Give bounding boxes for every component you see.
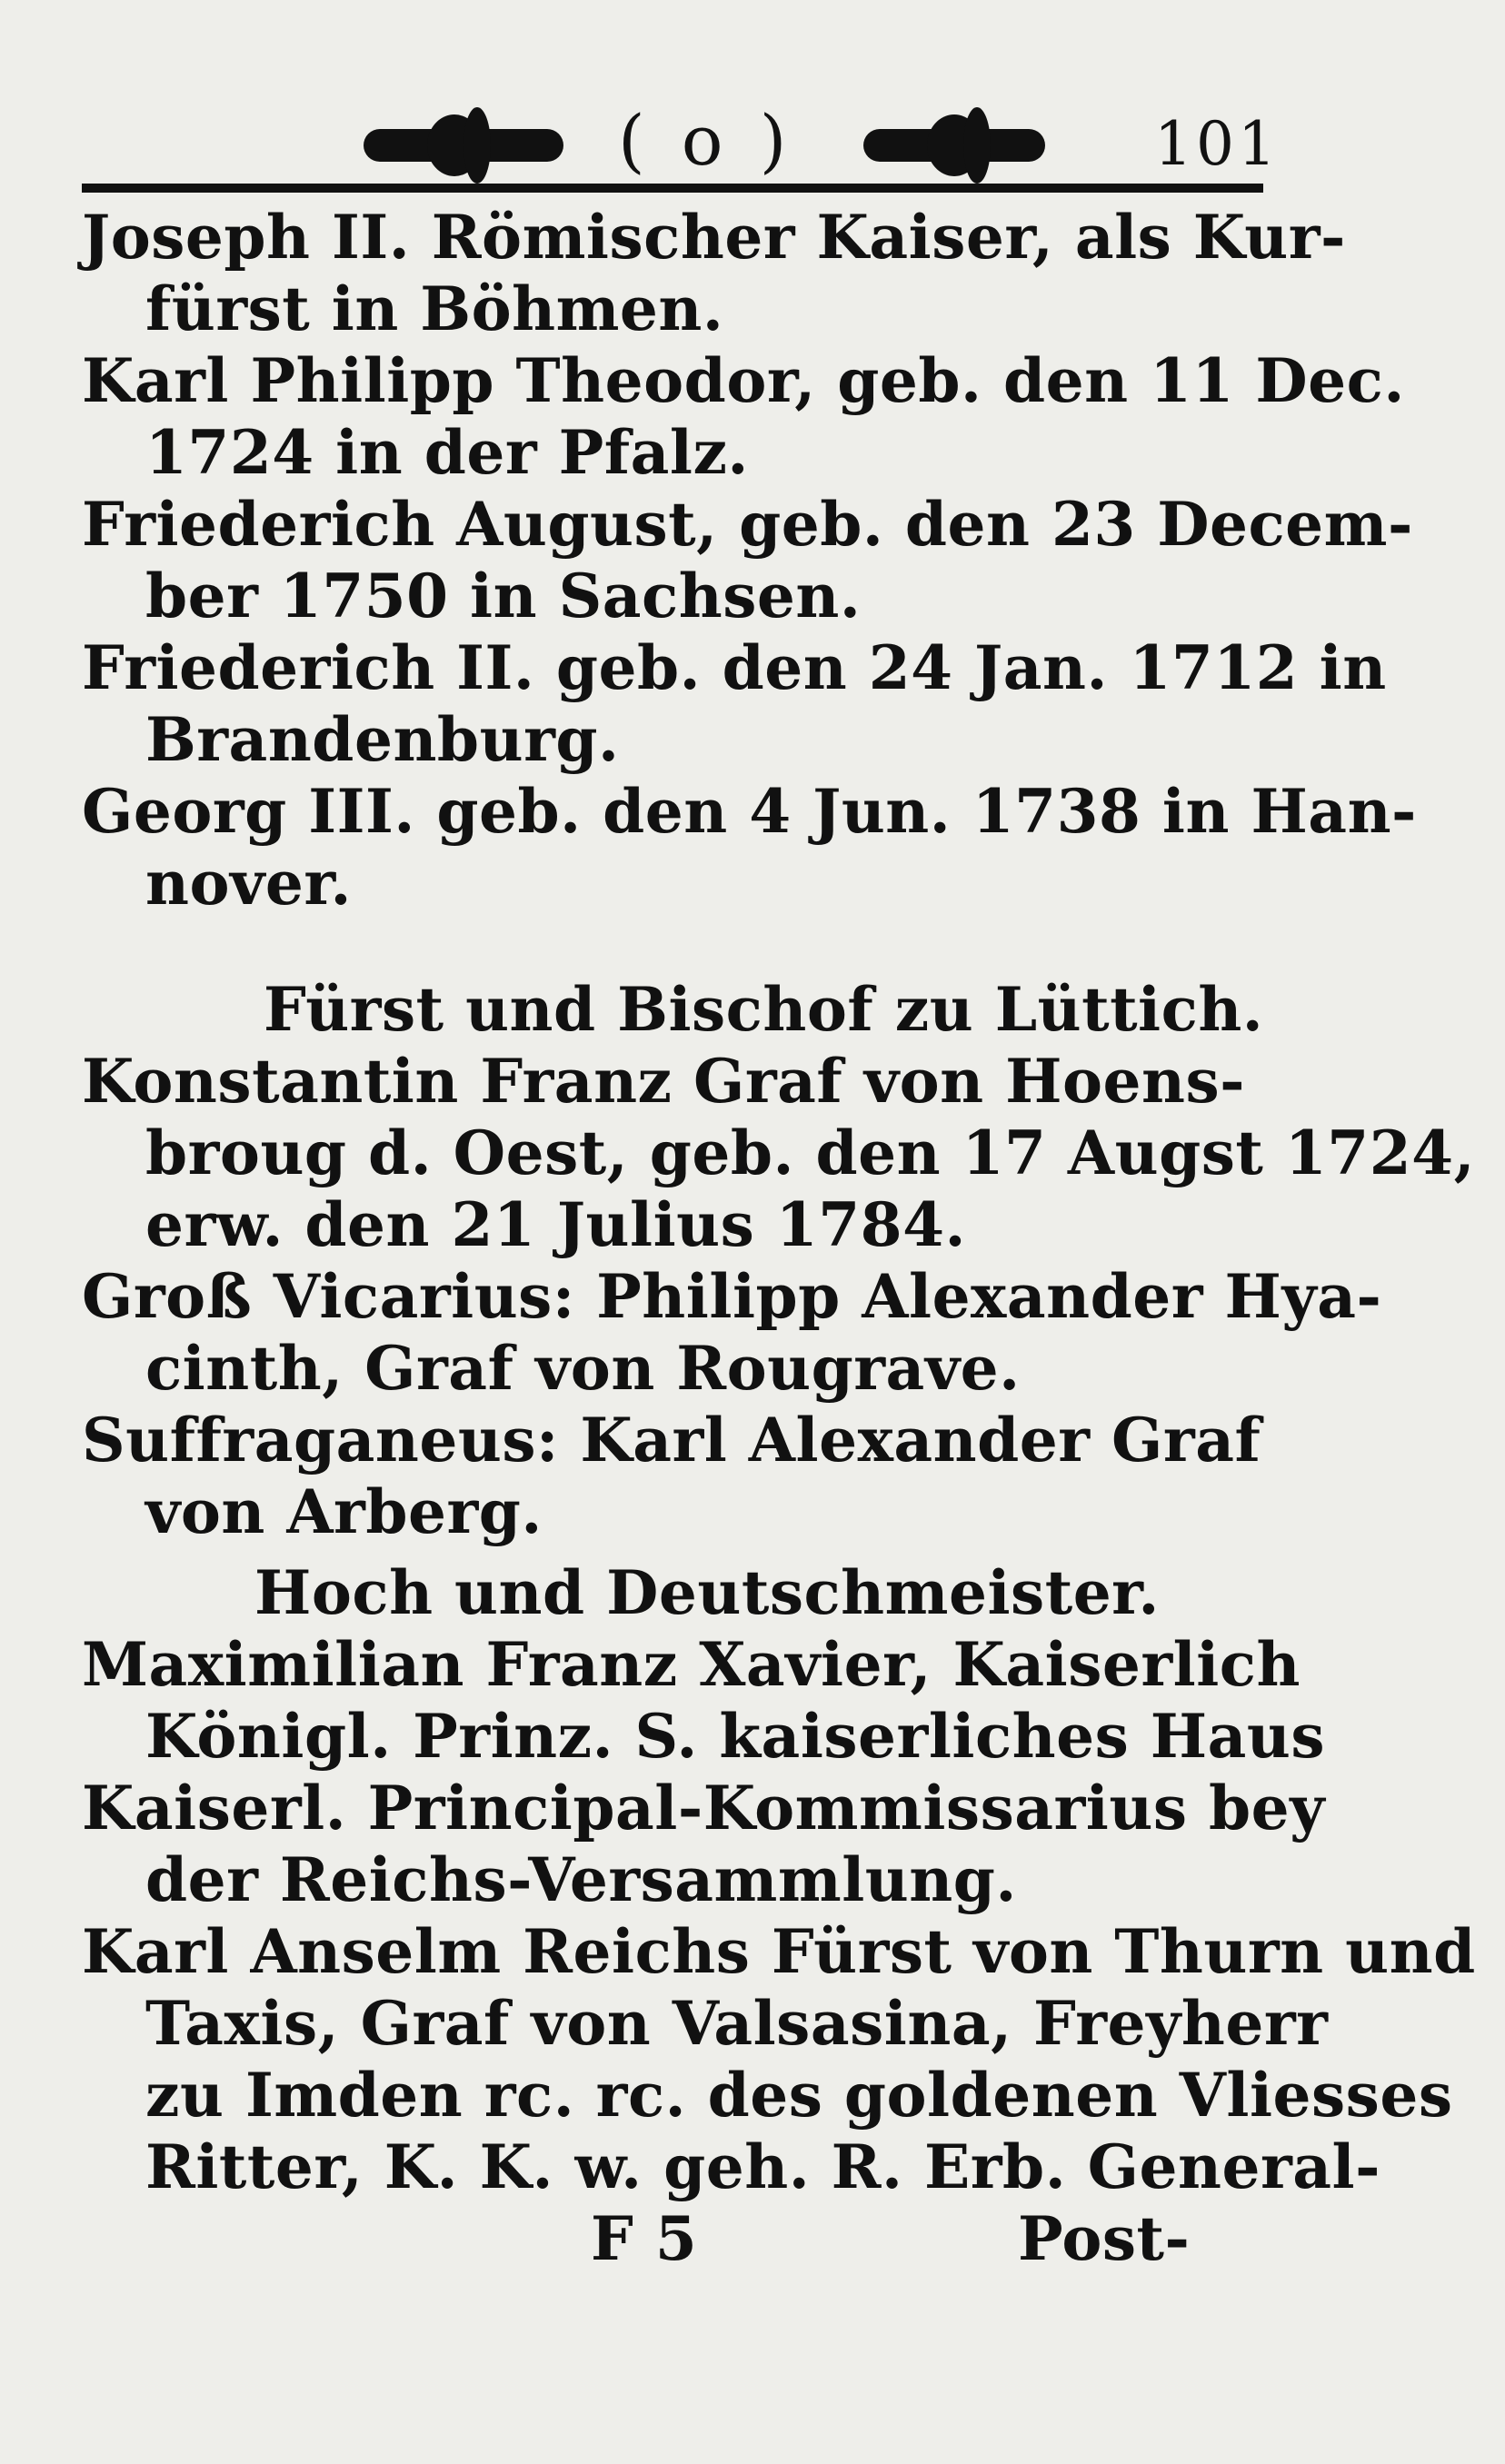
text-line: von Arberg. (145, 1476, 543, 1547)
catchword: Post- (1018, 2203, 1191, 2274)
signature-mark: F 5 (591, 2203, 698, 2274)
page-number: 101 (1154, 109, 1280, 179)
text-line: fürst in Böhmen. (145, 273, 724, 344)
text-line: nover. (145, 848, 353, 919)
text-line: Joseph II. Römischer Kaiser, als Kur- (82, 202, 1346, 273)
text-line: Suffraganeus: Karl Alexander Graf (82, 1405, 1261, 1475)
text-line: Friederich August, geb. den 23 Decem- (82, 489, 1413, 560)
text-line: der Reichs-Versammlung. (145, 1844, 1017, 1915)
text-line: Karl Anselm Reichs Fürst von Thurn und (82, 1916, 1476, 1987)
text-line: Kaiserl. Principal-Kommissarius bey (82, 1773, 1325, 1843)
page-body (82, 202, 1476, 2275)
page-footer (82, 2203, 1281, 2275)
text-line: cinth, Graf von Rougrave. (145, 1333, 1021, 1404)
text-line: ber 1750 in Sachsen. (145, 561, 862, 631)
text-line: Ritter, K. K. w. geh. R. Erb. General- (145, 2131, 1380, 2202)
text-line: Königl. Prinz. S. kaiserliches Haus (145, 1701, 1326, 1772)
text-line: Taxis, Graf von Valsasina, Freyherr (145, 1988, 1329, 2059)
text-line: erw. den 21 Julius 1784. (145, 1189, 966, 1260)
right-ornament-icon (863, 129, 1045, 162)
text-line: Brandenburg. (145, 704, 620, 775)
text-line: zu Imden rc. rc. des goldenen Vliesses (145, 2060, 1453, 2131)
text-line: Konstantin Franz Graf von Hoens- (82, 1046, 1246, 1117)
section-heading: Fürst und Bischof zu Lüttich. (264, 974, 1264, 1045)
section-gap (82, 1548, 1281, 1557)
text-line: Friederich II. geb. den 24 Jan. 1712 in (82, 632, 1387, 703)
text-line: Georg III. geb. den 4 Jun. 1738 in Han- (82, 776, 1417, 847)
header-mark: ( o ) (618, 100, 794, 181)
section-heading: Hoch und Deutschmeister. (254, 1557, 1160, 1628)
text-line: Karl Philipp Theodor, geb. den 11 Dec. (82, 345, 1405, 416)
text-line: broug d. Oest, geb. den 17 Augst 1724, (145, 1118, 1476, 1188)
section-gap (82, 919, 1281, 974)
text-line: Groß Vicarius: Philipp Alexander Hya- (82, 1261, 1382, 1332)
text-line: 1724 in der Pfalz. (145, 417, 749, 488)
text-line: Maximilian Franz Xavier, Kaiserlich (82, 1629, 1301, 1700)
header-rule (82, 184, 1263, 193)
left-ornament-icon (364, 129, 563, 162)
